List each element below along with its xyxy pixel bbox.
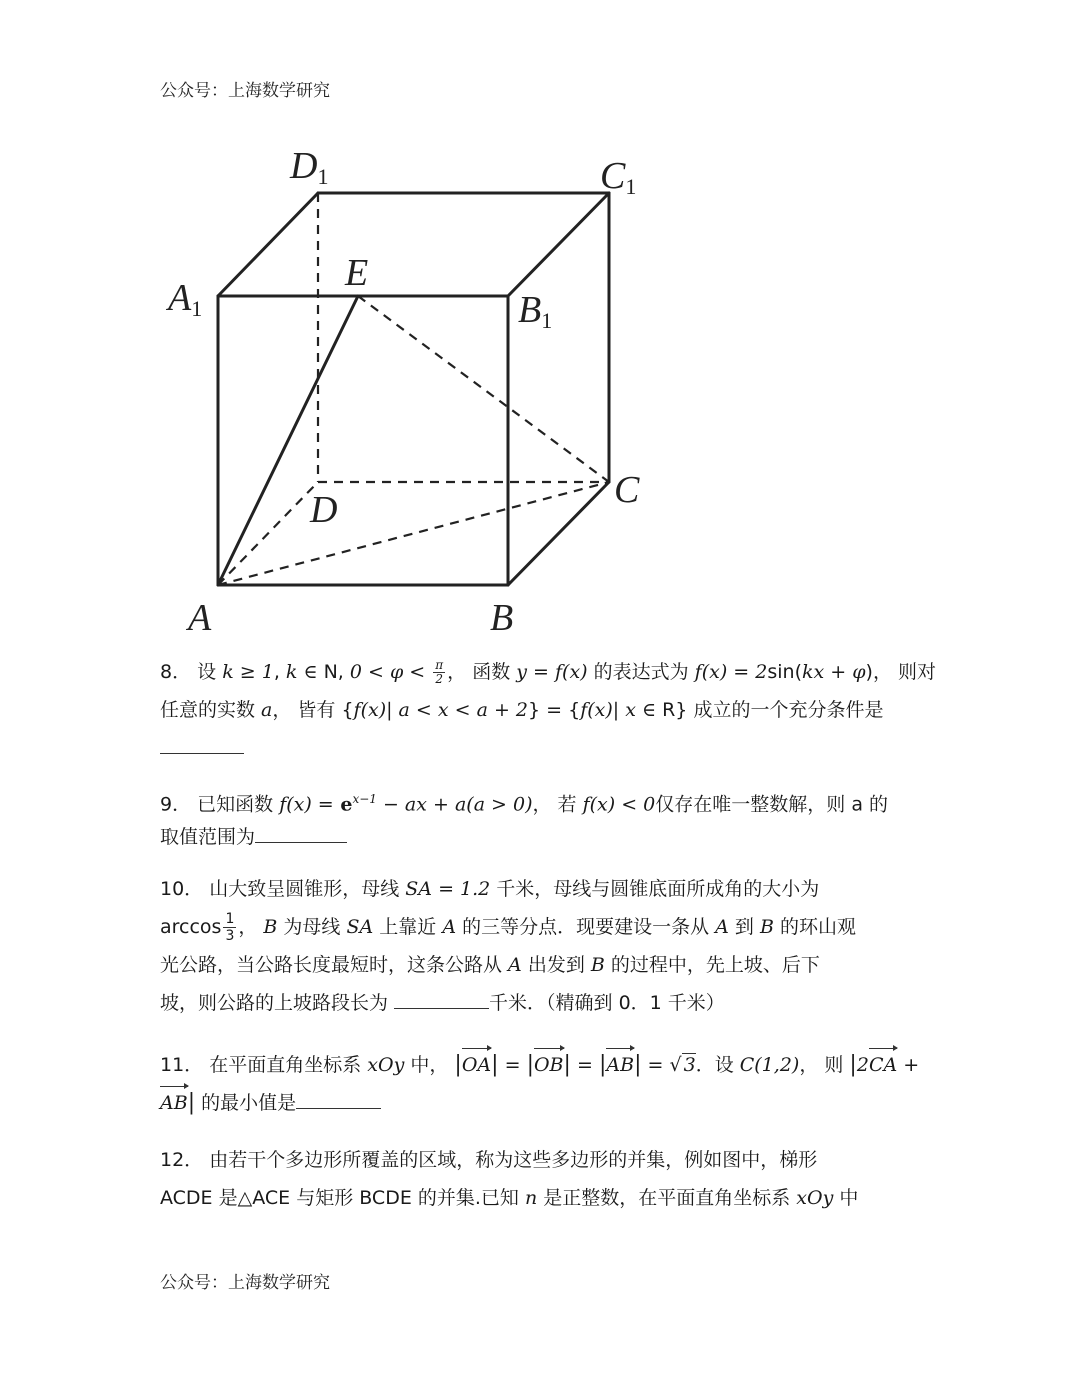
label-b1: B1 xyxy=(518,289,553,333)
edge-b-c xyxy=(508,482,609,585)
label-c1: C1 xyxy=(600,155,637,199)
question-9: 9． 已知函数 $f(x) = e^{x-1}$ − ax + a(a > 0)， 若 f(x) < 0仅存在唯一整数解，则 a 的 取值范围为 xyxy=(160,792,889,848)
label-a: A xyxy=(188,597,212,639)
question-10: 10． 山大致呈圆锥形，母线 SA = 1.2 千米，母线与圆锥底面所成角的大小为 arccos $\frac{1}{3}$ ， B 为母线 SA 上靠近 A 的三等分点．现要建设一条从 A 到 B 的环山观 光公路，当公路长度最短时，这条公路从 A 出发到 B 的过程中，先上坡、后下 坡，则公路的上坡路段长为 千米．（精确到 0．1 千米） xyxy=(160,878,856,1014)
hidden-segment-a-c xyxy=(218,482,609,585)
question-8: 8． 设 k ≥ 1, k ∈ N, 0 < φ < $\frac{\pi}{2}$ ， 函数 y = f(x) 的表达式为 f(x) = 2sin(kx + φ)， 则对 任意的实数 a， 皆有 {f(x)| a < x < a + 2} = {f(x)| x ∈ R} 成立的一个充分条件是 xyxy=(160,653,930,767)
answer-blank-9[interactable] xyxy=(255,841,347,843)
hidden-segment-e-c xyxy=(358,296,609,482)
label-c: C xyxy=(614,469,640,511)
edge-a1-d1 xyxy=(218,193,318,296)
answer-blank-11[interactable] xyxy=(296,1107,381,1109)
edge-b1-c1 xyxy=(508,193,609,296)
answer-blank-10[interactable] xyxy=(394,1007,489,1009)
question-12: 12． 由若干个多边形所覆盖的区域，称为这些多边形的并集，例如图中，梯形 ACDE 是△ACE 与矩形 BCDE 的并集.已知 n 是正整数，在平面直角坐标系 xOy 中 xyxy=(160,1149,859,1209)
label-d1: D1 xyxy=(290,145,329,189)
label-a1: A1 xyxy=(168,277,203,321)
label-e: E xyxy=(345,252,369,294)
label-d: D xyxy=(310,489,338,531)
question-11: 11． 在平面直角坐标系 xOy 中， |OA| = |OB| = |AB| = √ 3．设 C(1,2)， 则 |2CA + AB| 的最小值是 xyxy=(160,1046,930,1122)
cube-figure xyxy=(150,130,670,640)
footer-note: 公众号：上海数学研究 xyxy=(160,1273,330,1293)
label-b: B xyxy=(490,597,514,639)
answer-blank-8[interactable] xyxy=(160,752,244,754)
hidden-edge-a-d xyxy=(218,482,318,585)
segment-a-e xyxy=(218,296,358,585)
header-note: 公众号：上海数学研究 xyxy=(160,81,330,101)
